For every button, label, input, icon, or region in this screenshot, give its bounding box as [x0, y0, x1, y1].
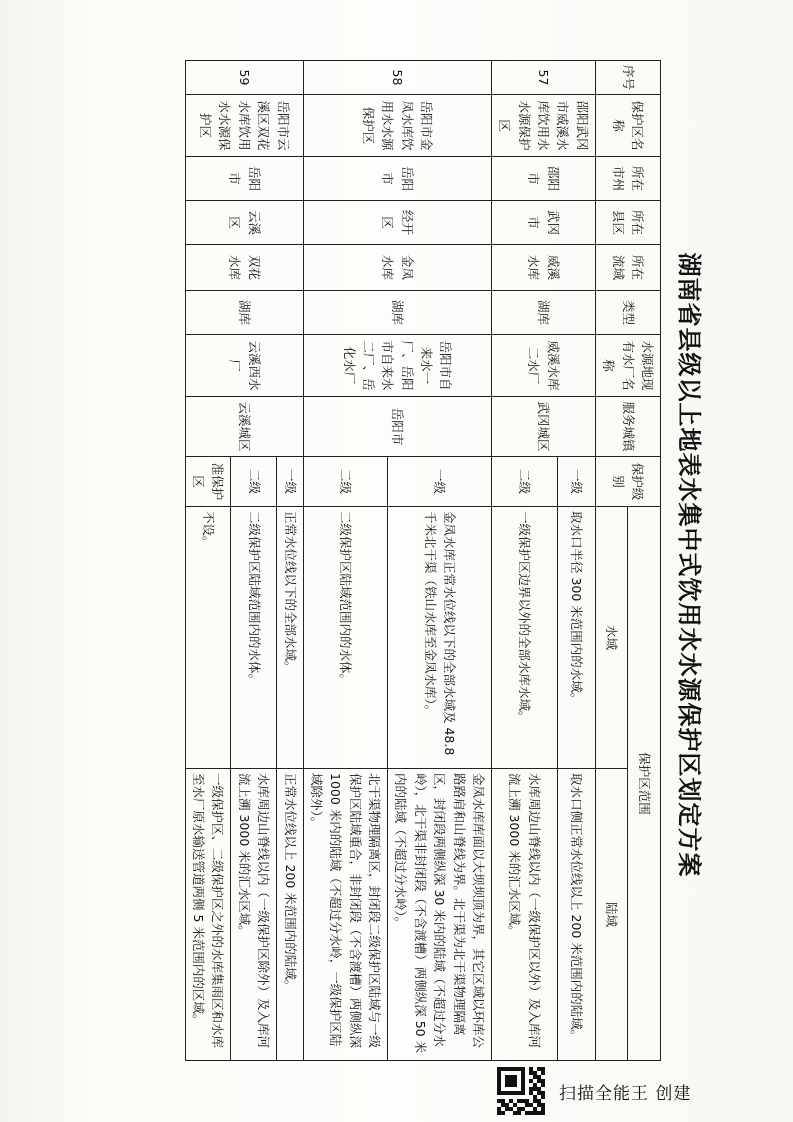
- cell-name: 邵阳武冈市威溪水库饮用水水源保护区: [492, 95, 596, 157]
- cell-water: 二级保护区陆域范围内的水体。: [303, 507, 388, 769]
- cell-level: 二级: [231, 457, 277, 507]
- header-city: 所在市州: [595, 157, 660, 201]
- cell-level: 二级: [492, 457, 558, 507]
- cell-level: 准保护区: [185, 457, 231, 507]
- cell-city: 岳阳市: [303, 157, 491, 201]
- rotated-document: [101, 60, 711, 1070]
- table-row: [277, 61, 303, 1061]
- cell-water: 一级保护区边界以外的全部水库水域。: [492, 507, 558, 769]
- cell-plant: 云溪西水厂: [185, 335, 303, 397]
- cell-level: 一级: [557, 457, 595, 507]
- scanner-brand: 扫描全能王 创建: [559, 1083, 692, 1104]
- header-level: 保护级别: [595, 457, 660, 507]
- cell-seq: 57: [492, 61, 596, 95]
- header-plant: 水源地现有水厂名称: [595, 335, 660, 397]
- cell-name: 岳阳市云溪区双花水库饮用水水源保护区: [185, 95, 303, 157]
- cell-county: 云溪区: [185, 201, 303, 245]
- cell-city: 邵阳市: [492, 157, 596, 201]
- cell-serve: 云溪城区: [185, 397, 303, 457]
- qr-code-icon: [497, 1067, 545, 1115]
- cell-land: 正常水位线以上 200 米范围内的陆域。: [277, 769, 303, 1061]
- cell-level: 二级: [303, 457, 388, 507]
- table-row: [388, 61, 492, 1061]
- cell-type: 湖库: [492, 291, 596, 335]
- cell-water: 不设。: [185, 507, 231, 769]
- cell-water: 取水口半径 300 米范围内的水域。: [557, 507, 595, 769]
- cell-serve: 武冈城区: [492, 397, 596, 457]
- cell-plant: 岳阳市自来水一厂、岳阳市自来水二厂、岳化水厂: [303, 335, 491, 397]
- cell-water: 正常水位线以下的全部水域。: [277, 507, 303, 769]
- cell-land: 金凤水库库面以大坝坝顶为界，其它区域以环库公路路肩和山脊线为界。北干渠为北干渠物理隔离区，封闭段两侧纵深 30 米内的陆域（不超过分水岭），北干渠非封闭段（不含渡槽）两侧纵深 50 米内的陆域（不超过分水岭）。: [388, 769, 492, 1061]
- cell-water: 金凤水库正常水位线以下的全部水域及 48.8 千米北干渠（铁山水库至金凤水库）。: [388, 507, 492, 769]
- header-row: [628, 61, 661, 1061]
- cell-city: 岳阳市: [185, 157, 303, 201]
- header-water: 水域: [595, 507, 628, 769]
- cell-seq: 58: [303, 61, 491, 95]
- cell-water: 二级保护区陆域范围内的水体。: [231, 507, 277, 769]
- document-title: 湖南省县级以上地表水集中式饮用水水源保护区划定方案: [675, 252, 703, 878]
- cell-serve: 岳阳市: [303, 397, 491, 457]
- cell-land: 水库周边山脊线以内（一级保护区除外）及入库河流上溯 3000 米的汇水区域。: [231, 769, 277, 1061]
- cell-basin: 威溪水库: [492, 245, 596, 291]
- header-land: 陆域: [595, 769, 628, 1061]
- cell-level: 一级: [277, 457, 303, 507]
- cell-county: 经开区: [303, 201, 491, 245]
- cell-level: 一级: [388, 457, 492, 507]
- header-scope: 保护区范围: [628, 507, 661, 1061]
- scanner-watermark: [497, 1066, 691, 1116]
- table-row: [557, 61, 595, 1061]
- cell-type: 湖库: [185, 291, 303, 335]
- cell-land: 水库周边山脊线以内（一级保护区以外）及入库河流上溯 3000 米的汇水区域。: [492, 769, 558, 1061]
- header-basin: 所在流域: [595, 245, 660, 291]
- protection-zone-table: [185, 60, 661, 1061]
- header-seq: 序号: [595, 61, 660, 95]
- cell-plant: 威溪水库二水厂: [492, 335, 596, 397]
- header-serve: 服务城镇: [595, 397, 660, 457]
- cell-type: 湖库: [303, 291, 491, 335]
- cell-county: 武冈市: [492, 201, 596, 245]
- cell-basin: 金凤水库: [303, 245, 491, 291]
- cell-land: 取水口侧正常水位线以上 200 米范围内的陆域。: [557, 769, 595, 1061]
- header-type: 类型: [595, 291, 660, 335]
- cell-land: 北干渠物理隔离区，封闭段二级保护区陆域与一级保护区陆域重合，非封闭段（不含渡槽）两侧纵深 1000 米内的陆域（不超过分水岭，一级保护区陆域除外）。: [303, 769, 388, 1061]
- header-name: 保护区名称: [595, 95, 660, 157]
- cell-seq: 59: [185, 61, 303, 95]
- cell-name: 岳阳市金凤水库饮用水水源保护区: [303, 95, 491, 157]
- header-county: 所在县区: [595, 201, 660, 245]
- cell-land: 一级保护区、二级保护区之外的水库集雨区和水库至水厂原水输送管道两侧 5 米范围内的区域。: [185, 769, 231, 1061]
- cell-basin: 双花水库: [185, 245, 303, 291]
